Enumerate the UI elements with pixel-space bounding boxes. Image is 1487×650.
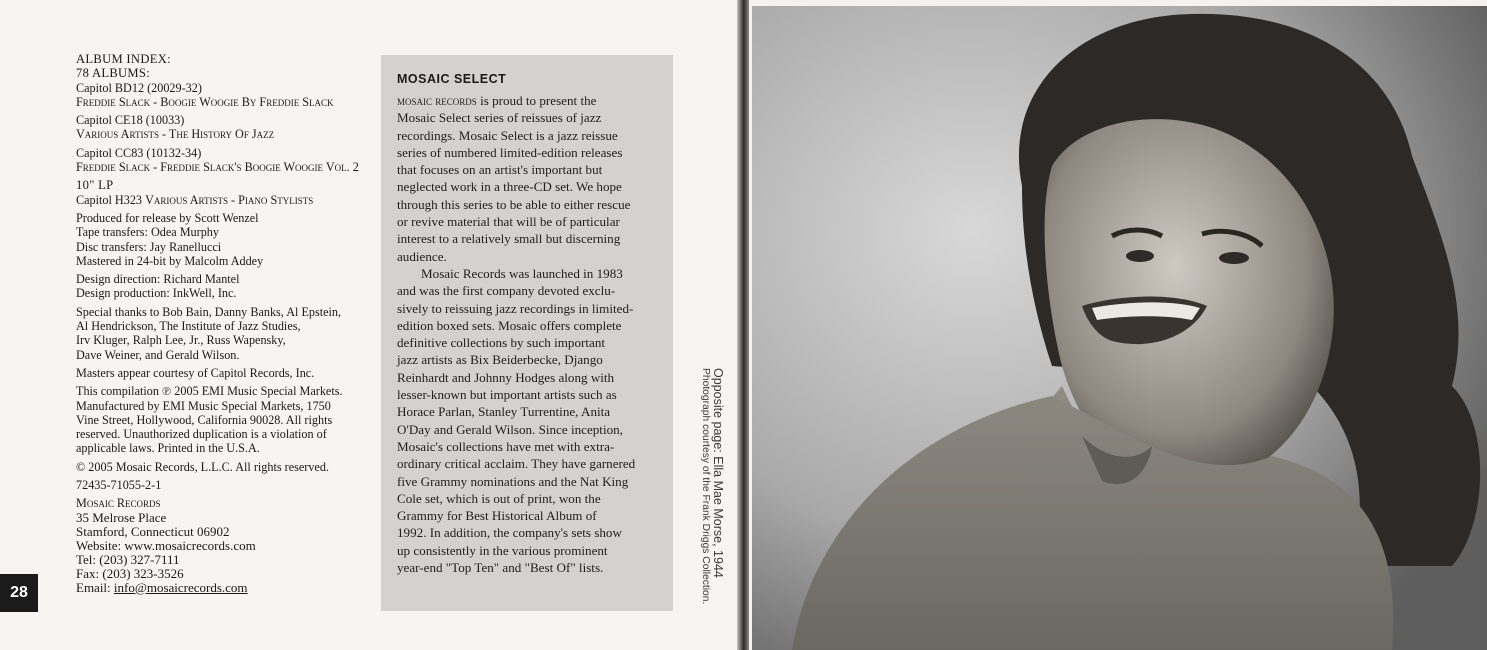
paragraph-line: recordings. Mosaic Select is a jazz reissue — [397, 127, 618, 143]
email-line — [76, 581, 376, 595]
album-index-heading: ALBUM INDEX: — [76, 52, 171, 66]
paragraph-line: Reinhardt and Johnny Hodges along with — [397, 369, 615, 385]
paragraph-line: ordinary critical acclaim. They have garnered — [397, 456, 636, 472]
email-label: Email: — [76, 579, 114, 595]
album-number: Capitol CE18 (10033) — [76, 113, 185, 128]
albums-78-heading: 78 ALBUMS: — [76, 66, 151, 81]
album-title: Freddie Slack - Boogie Woogie By Freddie Slack — [76, 94, 334, 109]
compilation-notice: reserved. Unauthorized duplication is a violation of — [76, 427, 327, 442]
paragraph-line: Grammy for Best Historical Album of — [397, 508, 597, 524]
caption-title: Opposite page: Ella Mae Morse, 1944 — [711, 368, 725, 578]
company-name: Mosaic Records — [76, 496, 161, 511]
paragraph-line: lesser-known but important artists such as — [397, 387, 617, 403]
paragraph-line: five Grammy nominations and the Nat King — [397, 473, 629, 489]
copyright-notice: © 2005 Mosaic Records, L.L.C. All rights reserved. — [76, 459, 329, 474]
paragraph-line: jazz artists as Bix Beiderbecke, Django — [397, 352, 603, 368]
paragraph-line: Mosaic's collections have met with extra- — [397, 438, 615, 454]
lp-heading: 10" LP — [76, 178, 114, 193]
city-address: Stamford, Connecticut 06902 — [76, 523, 230, 539]
portrait-photo — [752, 6, 1487, 650]
paragraph-line: year-end "Top Ten" and "Best Of" lists. — [397, 560, 604, 576]
album-number: Capitol CC83 (10132-34) — [76, 145, 202, 160]
paragraph-line: or revive material that will be of particular — [397, 214, 620, 230]
caption-credit: Photograph courtesy of the Frank Driggs Collection. — [700, 368, 711, 605]
fax-number: Fax: (203) 323-3526 — [76, 565, 184, 581]
paragraph-line: and was the first company devoted exclu- — [397, 283, 616, 299]
album-title: Freddie Slack - Freddie Slack's Boogie Woogie Vol. 2 — [76, 160, 359, 175]
paragraph-line: 1992. In addition, the company's sets show — [397, 525, 622, 541]
album-title: Various Artists - The History Of Jazz — [76, 127, 275, 142]
album-number: Capitol BD12 (20029-32) — [76, 80, 202, 95]
paragraph-line: Horace Parlan, Stanley Turrentine, Anita — [397, 404, 611, 420]
paragraph-line: Mosaic Records was launched in 1983 — [421, 265, 623, 281]
website-text: Website: www.mosaicrecords.com — [76, 537, 256, 553]
eye-left — [1126, 250, 1154, 262]
left-page — [0, 0, 737, 650]
compilation-notice: This compilation ℗ 2005 EMI Music Special Markets. — [76, 384, 343, 399]
mosaic-select-sidebar — [381, 55, 673, 611]
special-thanks: Irv Kluger, Ralph Lee, Jr., Russ Wapensky, — [76, 333, 286, 348]
compilation-notice: applicable laws. Printed in the U.S.A. — [76, 441, 260, 456]
paragraph-line: through this series to be able to either rescue — [397, 196, 631, 212]
mastering-credit: Mastered in 24-bit by Malcolm Addey — [76, 253, 264, 268]
paragraph-line: series of numbered limited-edition releases — [397, 144, 623, 160]
design-direction-credit: Design direction: Richard Mantel — [76, 272, 240, 287]
sidebar-title: MOSAIC SELECT — [397, 72, 507, 86]
paragraph-line: Mosaic Select series of reissues of jazz — [397, 110, 602, 126]
lp-title: Various Artists - Piano Stylists — [145, 192, 314, 207]
paragraph-line: definitive collections by such important — [397, 335, 605, 351]
compilation-notice: Manufactured by EMI Music Special Markets, 1750 — [76, 398, 331, 413]
paragraph-line: that focuses on an artist's important but — [397, 162, 603, 178]
producer-credit: Produced for release by Scott Wenzel — [76, 210, 259, 225]
phone-number: Tel: (203) 327-7111 — [76, 551, 180, 567]
intro-paragraph: mosaic records is proud to present the Mosaic Select series of reissues of jazz recordings. Mosaic Select is a jazz reissue series of numbered limited-edition releases that focuses on an artist's important but neglected work in a three-CD set. We hope through this series to be able to either rescue or revive material that will be of particular interest to a relatively small but discerning audience. — [397, 92, 663, 265]
mosaic-records-lead: mosaic records — [397, 93, 477, 108]
eye-right — [1219, 252, 1249, 264]
paragraph-line: neglected work in a three-CD set. We hope — [397, 179, 622, 195]
street-address: 35 Melrose Place — [76, 509, 167, 525]
compilation-notice: Vine Street, Hollywood, California 90028. All rights — [76, 412, 333, 427]
email-link[interactable]: info@mosaicrecords.com — [113, 579, 248, 595]
album-credits — [76, 52, 376, 595]
special-thanks: Al Hendrickson, The Institute of Jazz Studies, — [76, 319, 301, 334]
masters-courtesy: Masters appear courtesy of Capitol Records, Inc. — [76, 365, 315, 380]
paragraph-line: Cole set, which is out of print, won the — [397, 490, 601, 506]
disc-credit: Disc transfers: Jay Ranellucci — [76, 239, 222, 254]
paragraph-line: up consistently in the various prominent — [397, 542, 608, 558]
lp-number: Capitol H323 — [76, 192, 143, 207]
catalog-number: 72435-71055-2-1 — [76, 478, 162, 493]
book-gutter — [737, 0, 749, 650]
tape-credit: Tape transfers: Odea Murphy — [76, 225, 219, 240]
history-paragraph — [397, 265, 663, 576]
paragraph-line: interest to a relatively small but discerning — [397, 231, 621, 247]
sidebar-body — [397, 92, 663, 576]
special-thanks: Special thanks to Bob Bain, Danny Banks, Al Epstein, — [76, 304, 342, 319]
design-production-credit: Design production: InkWell, Inc. — [76, 286, 237, 301]
paragraph-line: audience. — [397, 248, 447, 264]
special-thanks: Dave Weiner, and Gerald Wilson. — [76, 347, 240, 362]
paragraph-line: O'Day and Gerald Wilson. Since inception, — [397, 421, 623, 437]
paragraph-line: sively to reissuing jazz recordings in limited- — [397, 300, 634, 316]
page-number: 28 — [0, 574, 38, 612]
paragraph-line: edition boxed sets. Mosaic offers complete — [397, 317, 622, 333]
